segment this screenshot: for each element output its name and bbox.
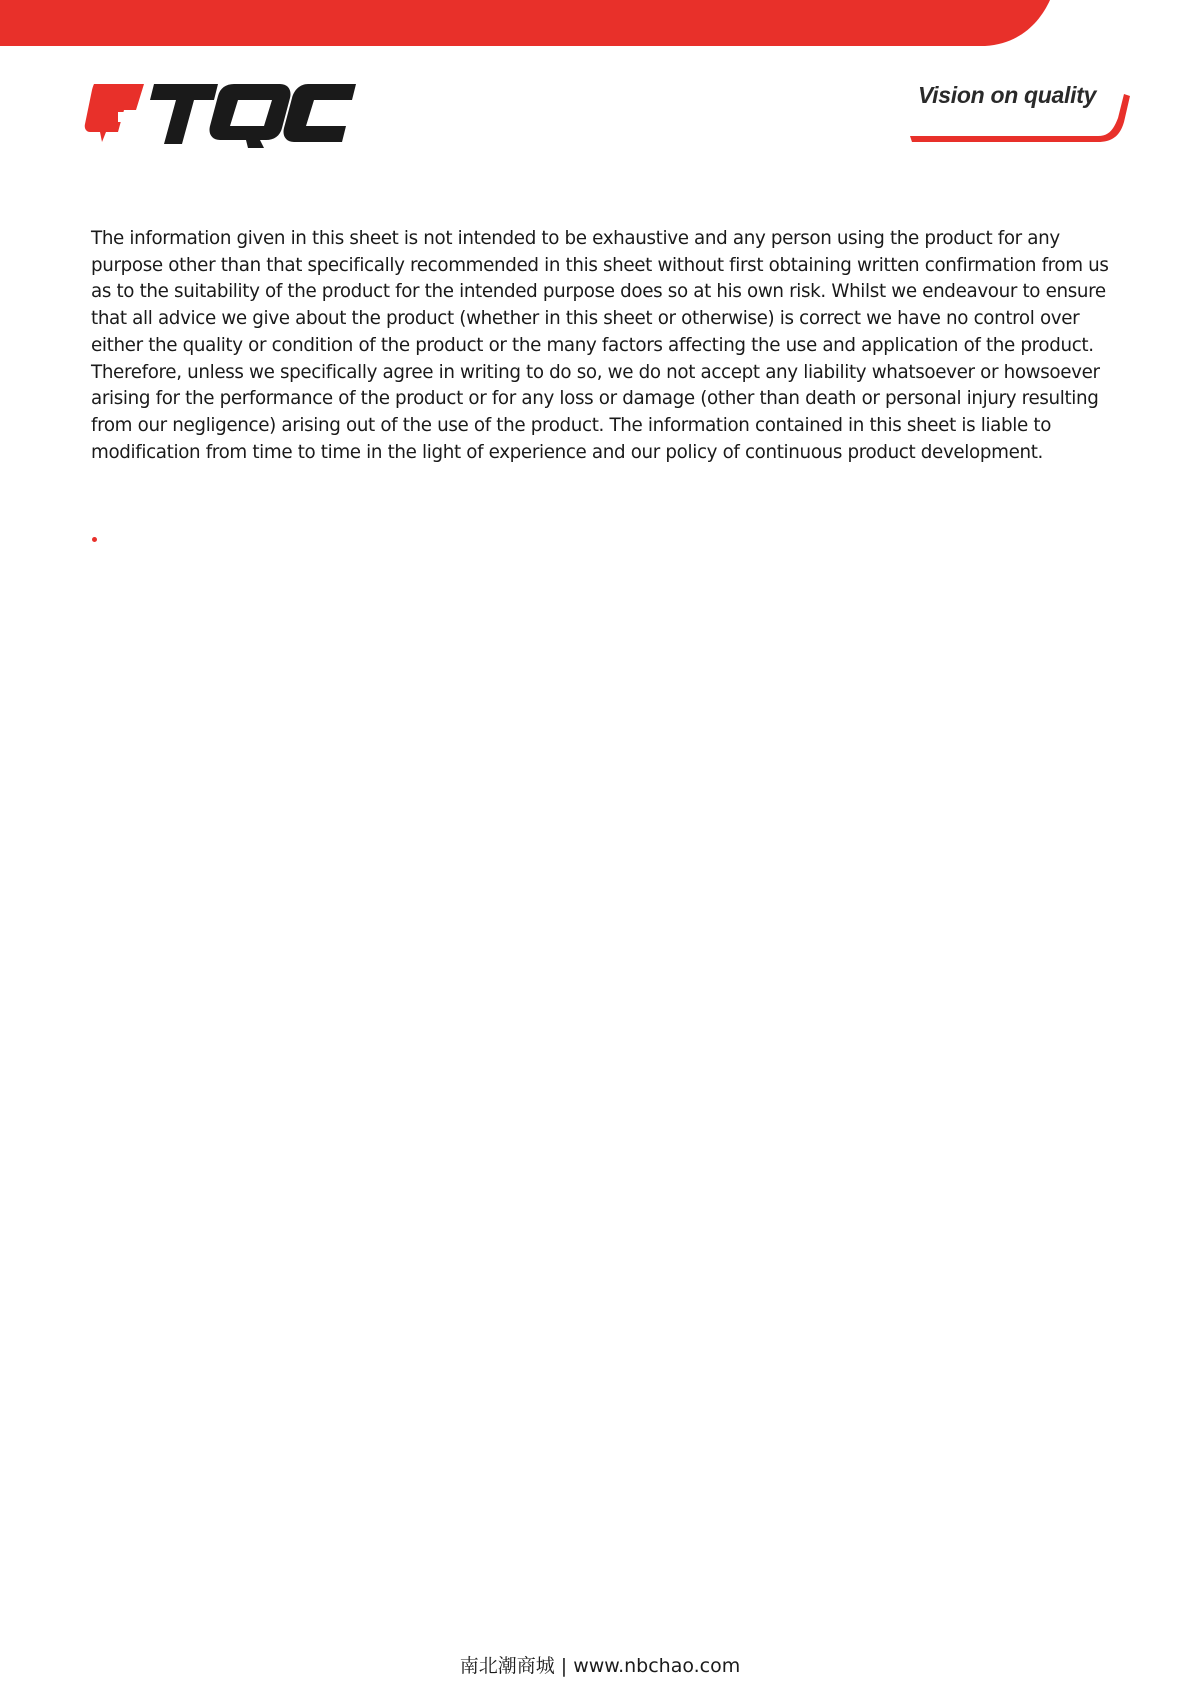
footer-text: 南北潮商城 | www.nbchao.com [459,1655,741,1677]
tagline-text: Vision on quality [918,82,1097,108]
tagline-block [900,74,1140,154]
disclaimer-paragraph: The information given in this sheet is not intended to be exhaustive and any person using the product for any purpose other than that specifically recommended in this sheet without first obtaining written confirmation from us as to the suitability of the product for the intended purpose does so at his own risk. Whilst we endeavour to ensure that all advice we give about the product (whether in this sheet or otherwise) is correct we have no control over either the quality or condition of the product or the many factors affecting the use and application of the product. Therefore, unless we specifically agree in writing to do so, we do not accept any liability whatsoever or howsoever arising for the performance of the product or for any loss or damage (other than death or personal injury resulting from our negligence) arising out of the use of the product. The information contained in this sheet is liable to modification from time to time in the light of experience and our policy of continuous product development. [91,228,1109,463]
header-red-band [0,0,1200,60]
tqc-logo [84,80,356,148]
bullet-dot [92,537,97,542]
